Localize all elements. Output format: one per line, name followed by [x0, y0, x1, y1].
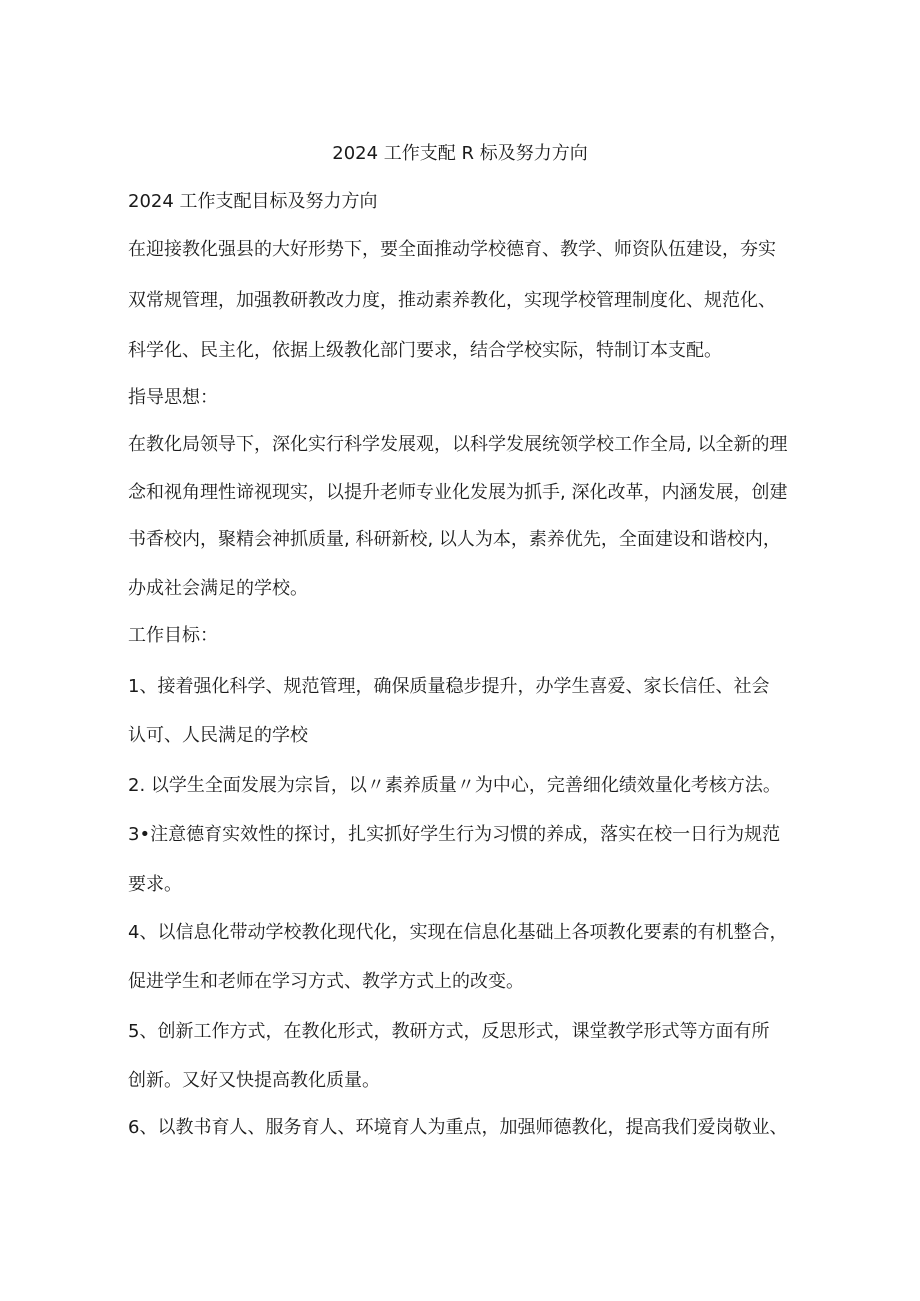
list-item-line: 3•注意德育实效性的探讨，扎实抓好学生行为习惯的养成，落实在校一日行为规范 — [128, 824, 781, 845]
body-line: 在迎接教化强县的大好形势下，要全面推动学校德育、教学、师资队伍建设，夯实 — [128, 239, 776, 260]
body-line: 书香校内，聚精会神抓质量, 科研新校, 以人为本，素养优先，全面建设和谐校内， — [128, 529, 781, 550]
body-line: 科学化、民主化，依据上级教化部门要求，结合学校实际，特制订本支配。 — [128, 340, 722, 361]
list-item-line: 4、以信息化带动学校教化现代化，实现在信息化基础上各项教化要素的有机整合， — [128, 922, 788, 943]
list-item-line: 1、接着强化科学、规范管理，确保质量稳步提升，办学生喜爱、家长信任、社会 — [128, 676, 770, 697]
list-item-line: 2. 以学生全面发展为宗旨，以〃素养质量〃为中心，完善细化绩效量化考核方法。 — [128, 775, 781, 796]
document-title: 2024 工作支配 R 标及努力方向 — [332, 143, 588, 164]
section-heading: 指导思想： — [128, 387, 218, 408]
body-line: 办成社会满足的学校。 — [128, 578, 308, 599]
list-item-line: 促进学生和老师在学习方式、教学方式上的改变。 — [128, 971, 524, 992]
body-line: 双常规管理，加强教研教改力度，推动素养教化，实现学校管理制度化、规范化、 — [128, 290, 776, 311]
list-item-line: 要求。 — [128, 874, 182, 895]
section-heading: 工作目标： — [128, 625, 218, 646]
list-item-line: 认可、人民满足的学校 — [128, 725, 308, 746]
list-item-line: 6、以教书育人、服务育人、环境育人为重点，加强师德教化，提高我们爱岗敬业、 — [128, 1117, 788, 1138]
body-line: 在教化局领导下，深化实行科学发展观，以科学发展统领学校工作全局, 以全新的理 — [128, 434, 788, 455]
list-item-line: 创新。又好又快提高教化质量。 — [128, 1070, 380, 1091]
subtitle-line: 2024 工作支配目标及努力方向 — [128, 191, 378, 212]
body-line: 念和视角理性谛视现实，以提升老师专业化发展为抓手, 深化改革，内涵发展，创建 — [128, 482, 788, 503]
list-item-line: 5、创新工作方式，在教化形式，教研方式，反思形式，课堂教学形式等方面有所 — [128, 1021, 770, 1042]
